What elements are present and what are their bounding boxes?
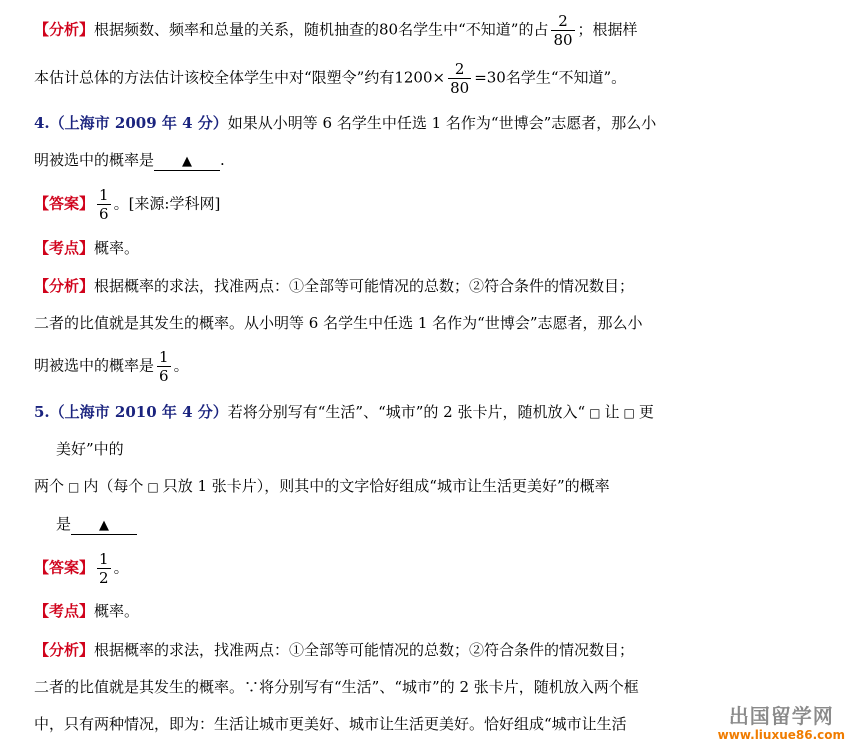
question-5-line-2: [56, 439, 707, 459]
question-text: 是: [56, 515, 72, 533]
answer-blank: [71, 518, 137, 535]
answer-tag: 【答案】: [34, 558, 95, 577]
answer-4: [34, 186, 707, 223]
fraction-numerator: 1: [99, 186, 109, 204]
analysis-tag: 【分析】: [34, 277, 95, 295]
analysis-line-2: [34, 60, 707, 97]
text: ；根据样: [577, 20, 638, 39]
point-5: [34, 601, 707, 621]
fraction: [97, 186, 111, 223]
analysis-4-line-3: [34, 348, 707, 385]
question-text: 让: [604, 403, 620, 421]
question-number: 5.（上海市 2010 年 4 分）: [34, 403, 228, 421]
answer-tag: 【答案】: [34, 194, 95, 213]
analysis-5-line-2: [34, 677, 707, 697]
question-text: 两个: [34, 477, 65, 495]
analysis-4-line-1: [34, 276, 707, 296]
text: 本估计总体的方法估计该校全体学生中对“限塑令”约有1200×: [34, 68, 446, 87]
fraction-numerator: 2: [448, 60, 471, 79]
analysis-5-line-1: [34, 640, 707, 660]
analysis-5-line-3: [34, 714, 707, 734]
fraction: [551, 12, 574, 49]
text: 概率。: [94, 239, 140, 257]
analysis-4-line-2: [34, 313, 707, 333]
fraction-denominator: 2: [99, 569, 109, 587]
question-text: 如果从小明等 6 名学生中任选 1 名作为“世博会”志愿者，那么小: [227, 114, 657, 132]
text: 二者的比值就是其发生的概率。∵将分别写有“生活”、“城市”的 2 张卡片，随机放入两个框: [34, 678, 639, 696]
fraction: [157, 348, 171, 385]
question-text: 内（每个: [83, 477, 144, 495]
analysis-tag: 【分析】: [34, 641, 95, 659]
fraction-numerator: 1: [159, 348, 169, 366]
box-placeholder: □: [623, 406, 635, 420]
text: 概率。: [94, 602, 140, 620]
fraction-denominator: 6: [99, 205, 109, 223]
text: 根据概率的求法，找准两点：①全部等可能情况的总数；②符合条件的情况数目；: [94, 277, 635, 295]
text: 根据概率的求法，找准两点：①全部等可能情况的总数；②符合条件的情况数目；: [94, 641, 635, 659]
question-text: 更: [638, 403, 654, 421]
text: 。[来源:学科网]: [113, 194, 221, 213]
question-text: 美好”中的: [56, 440, 124, 458]
question-5-line-3: [34, 476, 707, 497]
point-tag: 【考点】: [34, 602, 95, 620]
answer-blank: [154, 154, 220, 171]
analysis-line-1: [34, 12, 707, 49]
point-4: [34, 238, 707, 258]
watermark-url: www.liuxue86.com: [717, 728, 845, 742]
text: =30名学生“不知道”。: [474, 68, 627, 87]
fraction: [448, 60, 471, 97]
question-5-line-4: [56, 514, 707, 535]
fraction-denominator: 80: [450, 79, 470, 97]
analysis-tag: 【分析】: [34, 20, 95, 39]
answer-5: [34, 550, 707, 587]
text: 二者的比值就是其发生的概率。从小明等 6 名学生中任选 1 名作为“世博会”志愿者，那么小: [34, 314, 643, 332]
watermark-title: 出国留学网: [728, 704, 834, 728]
fraction-numerator: 2: [551, 12, 574, 31]
fraction-numerator: 1: [99, 550, 109, 568]
text: 。: [113, 558, 129, 577]
site-watermark: [718, 704, 845, 742]
box-placeholder: □: [68, 480, 80, 494]
triangle-icon: ▲: [182, 154, 193, 169]
box-placeholder: □: [589, 406, 601, 420]
question-text: 只放 1 张卡片），则其中的文字恰好组成“城市让生活更美好”的概率: [162, 477, 610, 495]
question-4-line-1: [34, 113, 707, 133]
text: 根据频数、频率和总量的关系，随机抽查的80名学生中“不知道”的占: [94, 20, 549, 39]
text: 中，只有两种情况，即为：生活让城市更美好、城市让生活更美好。恰好组成“城市让生活: [34, 715, 627, 733]
fraction-denominator: 6: [159, 367, 169, 385]
question-4-line-2: [34, 150, 707, 171]
question-5-line-1: [34, 402, 707, 423]
point-tag: 【考点】: [34, 239, 95, 257]
text: .: [220, 151, 225, 169]
question-number: 4.（上海市 2009 年 4 分）: [34, 114, 228, 132]
text: 。: [173, 356, 189, 375]
triangle-icon: ▲: [99, 518, 110, 533]
text: 明被选中的概率是: [34, 356, 155, 375]
question-text: 明被选中的概率是: [34, 151, 155, 169]
question-text: 若将分别写有“生活”、“城市”的 2 张卡片，随机放入“: [227, 403, 586, 421]
fraction: [97, 550, 111, 587]
fraction-denominator: 80: [553, 31, 573, 49]
box-placeholder: □: [147, 480, 159, 494]
